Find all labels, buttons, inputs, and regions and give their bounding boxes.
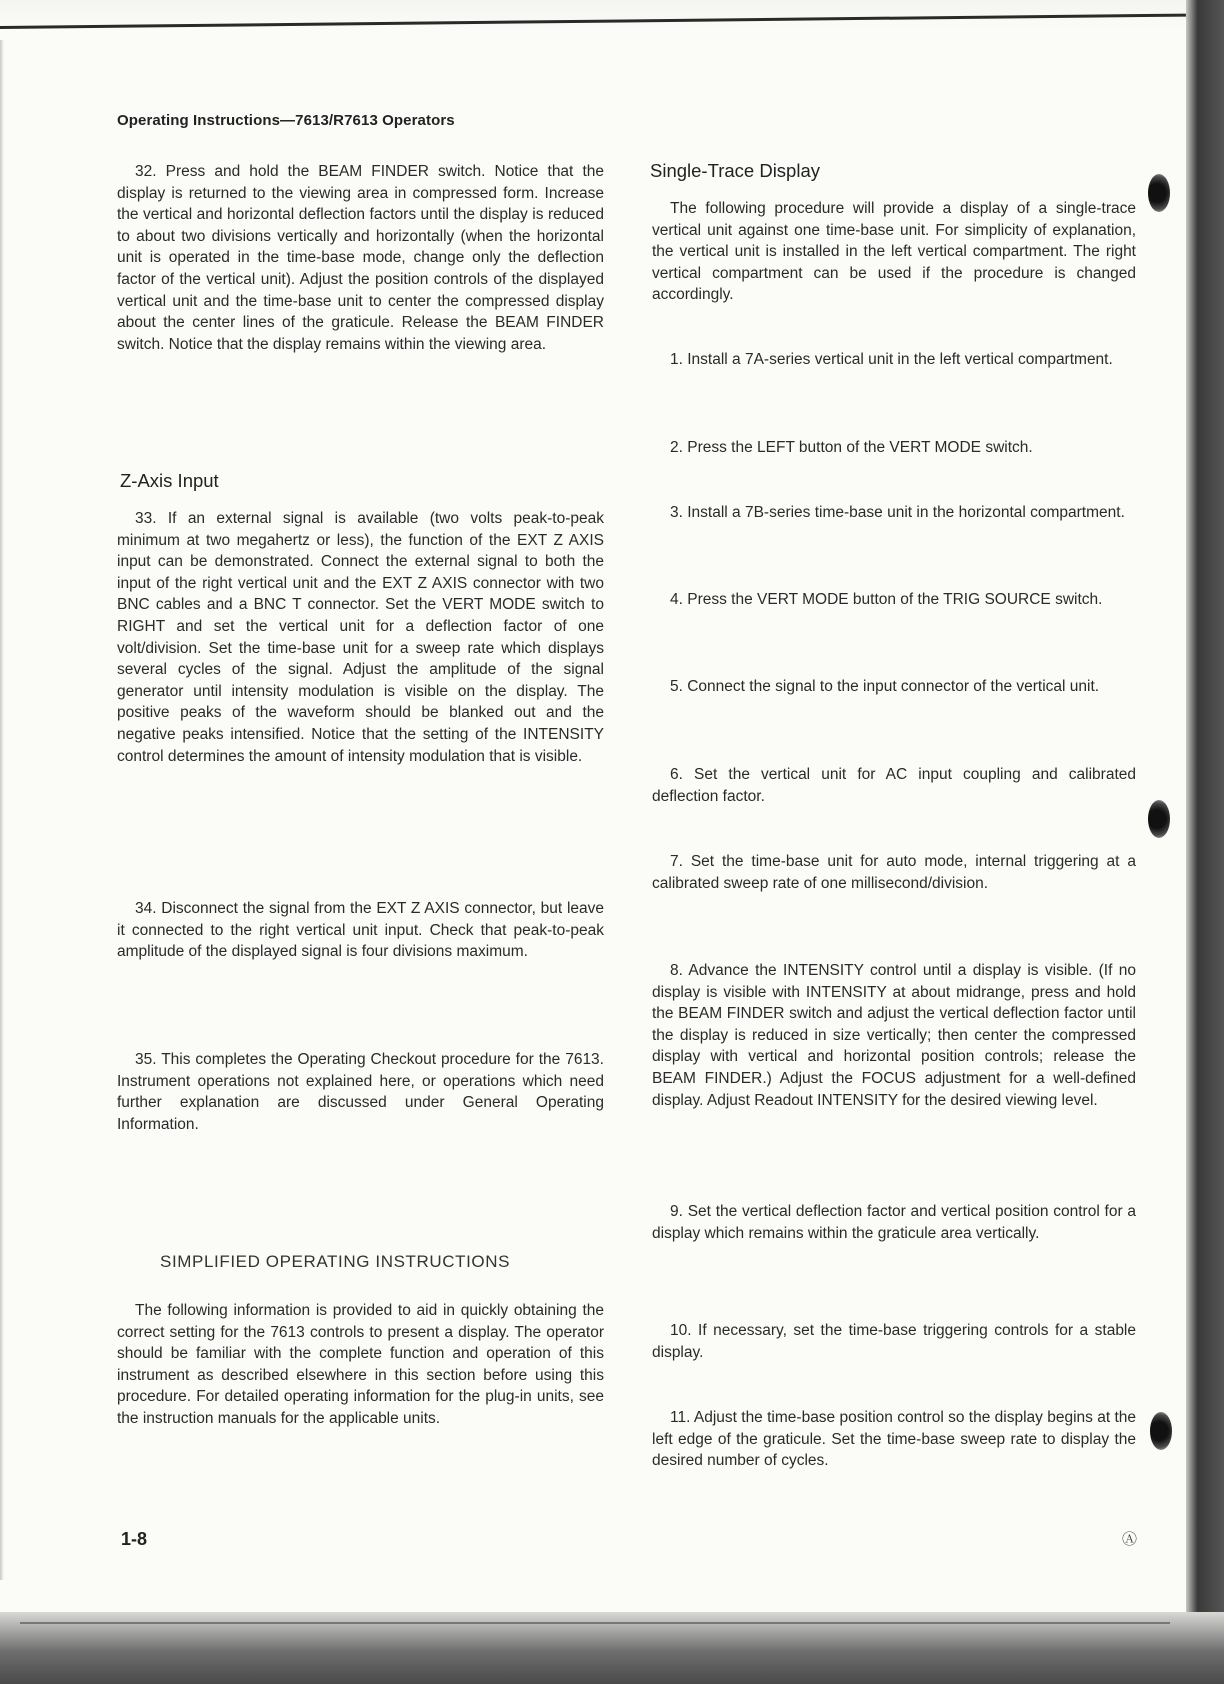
step-2: 2. Press the LEFT button of the VERT MODE switch. [670, 439, 1033, 456]
paragraph-33: 33. If an external signal is available (two volts peak-to-peak minimum at two megahertz or less), the function of the EXT Z AXIS input can be demonstrated. Connect the external signal to both the input of the right vertical unit and the EXT Z AXIS connector with two BNC cables and a BNC T connector. Set the VERT MODE switch to RIGHT and set the vertical unit for a deflection factor of one volt/division. Set the time-base unit for a sweep rate which displays several cycles of the signal. Adjust the amplitude of the signal generator until intensity modulation is visible on the display. The positive peaks of the waveform should be blanked out and the negative peaks intensified. Notice that the setting of the INTENSITY control determines the amount of intensity modulation that is visible. [117, 510, 604, 765]
page-bottom-rule [20, 1622, 1170, 1624]
punch-hole-bottom [1150, 1412, 1172, 1450]
section-title-single-trace: Single-Trace Display [650, 160, 820, 181]
step-7: 7. Set the time-base unit for auto mode, internal triggering at a calibrated sweep rate of one millisecond/division. [652, 853, 1136, 892]
single-trace-intro: The following procedure will provide a display of a single-trace vertical unit against one time-base unit. For simplicity of explanation, the vertical unit is installed in the left vertical compartment. The right vertical compartment can be used if the procedure is changed accordingly. [652, 200, 1136, 304]
step-5: 5. Connect the signal to the input connector of the vertical unit. [670, 678, 1100, 695]
paragraph-35: 35. This completes the Operating Checkout procedure for the 7613. Instrument operations not explained here, or operations which need further explanation are discussed under General Operating Information. [117, 1051, 604, 1133]
paragraph-34: 34. Disconnect the signal from the EXT Z AXIS connector, but leave it connected to the right vertical unit input. Check that peak-to-peak amplitude of the displayed signal is four divisions maximum. [117, 900, 604, 961]
page-number: 1-8 [121, 1529, 148, 1549]
punch-hole-middle [1148, 800, 1170, 838]
binding-shadow [1186, 0, 1224, 1684]
section-title-z-axis: Z-Axis Input [120, 470, 219, 491]
step-8: 8. Advance the INTENSITY control until a display is visible. (If no display is visible with INTENSITY at about midrange, press and hold the BEAM FINDER switch and adjust the vertical deflection factor until the display is reduced in size vertically; then center the compressed display with vertical and horizontal position controls; release the BEAM FINDER.) Adjust the FOCUS adjustment for a well-defined display. Adjust Readout INTENSITY for the desired viewing level. [652, 962, 1136, 1109]
step-4: 4. Press the VERT MODE button of the TRIG SOURCE switch. [670, 591, 1103, 608]
revision-mark: Ⓐ [1122, 1531, 1138, 1548]
step-11: 11. Adjust the time-base position control so the display begins at the left edge of the graticule. Set the time-base sweep rate to display the desired number of cycles. [652, 1409, 1136, 1470]
step-1: 1. Install a 7A-series vertical unit in the left vertical compartment. [670, 351, 1113, 368]
paragraph-32: 32. Press and hold the BEAM FINDER switch. Notice that the display is returned to the viewing area in compressed form. Increase the vertical and horizontal deflection factors until the display is reduced to about two divisions vertically and horizontally (when the horizontal unit is operated in the time-base mode, change only the deflection factor of the vertical unit). Adjust the position controls of the displayed vertical unit and the time-base unit to center the compressed display about the center lines of the graticule. Release the BEAM FINDER switch. Notice that the display remains within the viewing area. [117, 163, 604, 353]
step-6: 6. Set the vertical unit for AC input coupling and calibrated deflection factor. [652, 766, 1136, 805]
paragraph-simplified: The following information is provided to aid in quickly obtaining the correct setting for the 7613 controls to present a display. The operator should be familiar with the complete function and operation of this instrument as described elsewhere in this section before using this procedure. For detailed operating information for the plug-in units, see the instruction manuals for the applicable units. [117, 1302, 604, 1427]
punch-hole-top [1148, 174, 1170, 212]
page-left-edge [0, 40, 4, 1580]
step-10: 10. If necessary, set the time-base triggering controls for a stable display. [652, 1322, 1136, 1361]
section-title-simplified: SIMPLIFIED OPERATING INSTRUCTIONS [160, 1252, 511, 1271]
step-3: 3. Install a 7B-series time-base unit in the horizontal compartment. [670, 504, 1125, 521]
step-9: 9. Set the vertical deflection factor and vertical position control for a display which remains within the graticule area vertically. [652, 1203, 1136, 1242]
running-header: Operating Instructions—7613/R7613 Operators [117, 112, 455, 129]
